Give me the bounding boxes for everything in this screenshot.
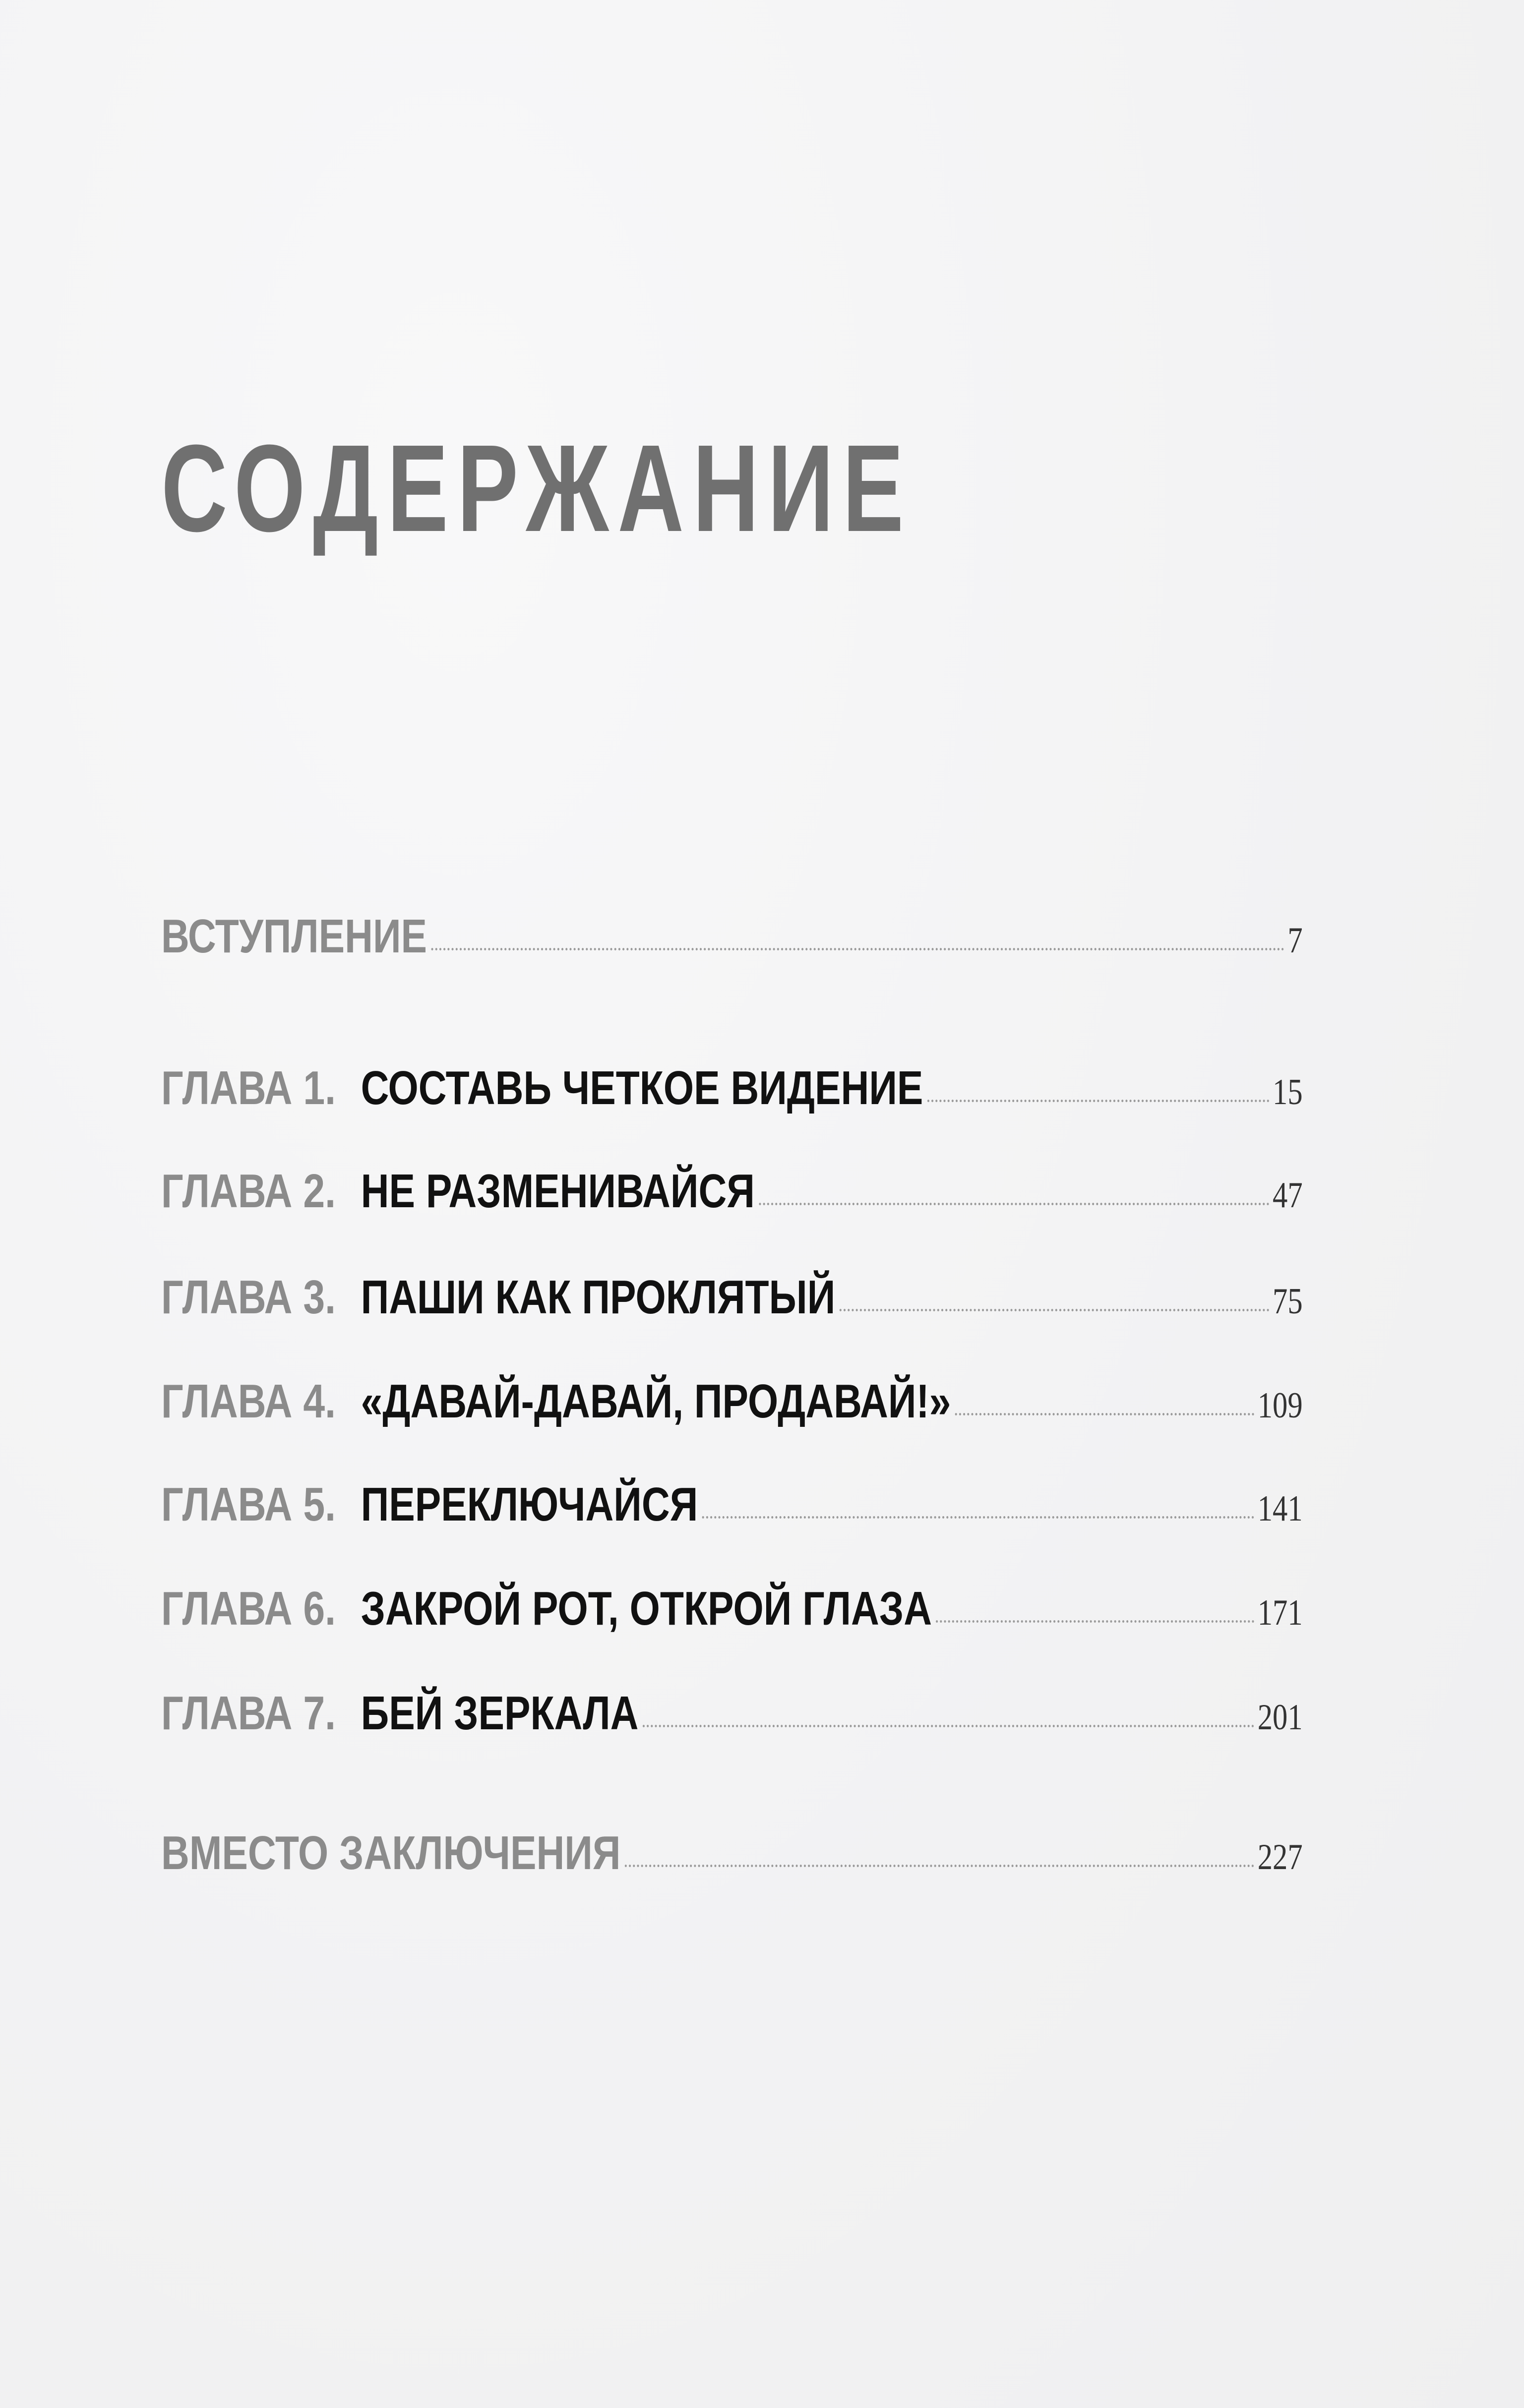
chapter-label: ГЛАВА 2. (161, 1165, 336, 1218)
toc-entry-chapter-5[interactable] (161, 1478, 1303, 1531)
entry-label: ВСТУПЛЕНИЕ (161, 910, 427, 963)
dot-leader (955, 1413, 1255, 1415)
page-number: 201 (1257, 1697, 1303, 1738)
dot-leader (702, 1516, 1255, 1519)
page-number: 47 (1273, 1175, 1303, 1216)
dot-leader (927, 1100, 1270, 1102)
chapter-title: ЗАКРОЙ РОТ, ОТКРОЙ ГЛАЗА (361, 1582, 932, 1635)
toc-entry-chapter-7[interactable] (161, 1687, 1303, 1740)
page-number: 7 (1287, 920, 1303, 961)
chapter-label: ГЛАВА 6. (161, 1582, 336, 1635)
toc-entry-intro[interactable] (161, 910, 1303, 963)
dot-leader (625, 1865, 1255, 1867)
dot-leader (839, 1309, 1269, 1311)
toc-entry-chapter-3[interactable] (161, 1271, 1303, 1324)
page-number: 75 (1273, 1281, 1303, 1322)
page-number: 109 (1257, 1385, 1303, 1426)
chapter-title: НЕ РАЗМЕНИВАЙСЯ (361, 1165, 755, 1218)
entry-label: ВМЕСТО ЗАКЛЮЧЕНИЯ (161, 1826, 621, 1879)
toc-entry-chapter-6[interactable] (161, 1582, 1303, 1635)
chapter-label: ГЛАВА 3. (161, 1271, 336, 1324)
dot-leader (759, 1203, 1269, 1205)
chapter-label: ГЛАВА 1. (161, 1061, 336, 1115)
dot-leader (431, 948, 1284, 950)
chapter-title: БЕЙ ЗЕРКАЛА (361, 1687, 639, 1740)
page-number: 227 (1257, 1837, 1303, 1878)
page-title: СОДЕРЖАНИЕ (161, 419, 913, 557)
chapter-label: ГЛАВА 7. (161, 1687, 336, 1740)
toc-entry-chapter-4[interactable] (161, 1375, 1303, 1428)
page-number: 15 (1273, 1072, 1303, 1113)
page-number: 171 (1257, 1592, 1303, 1633)
chapter-label: ГЛАВА 5. (161, 1478, 336, 1531)
page-number: 141 (1257, 1488, 1303, 1529)
dot-leader (643, 1725, 1255, 1727)
chapter-title: ПЕРЕКЛЮЧАЙСЯ (361, 1478, 698, 1531)
chapter-title: СОСТАВЬ ЧЕТКОЕ ВИДЕНИЕ (361, 1061, 923, 1115)
toc-entry-chapter-1[interactable] (161, 1061, 1303, 1115)
chapter-title: ПАШИ КАК ПРОКЛЯТЫЙ (361, 1271, 836, 1324)
chapter-title: «ДАВАЙ-ДАВАЙ, ПРОДАВАЙ!» (361, 1375, 951, 1428)
dot-leader (936, 1620, 1254, 1623)
toc-entry-conclusion[interactable] (161, 1826, 1303, 1879)
chapter-label: ГЛАВА 4. (161, 1375, 336, 1428)
toc-entry-chapter-2[interactable] (161, 1165, 1303, 1218)
